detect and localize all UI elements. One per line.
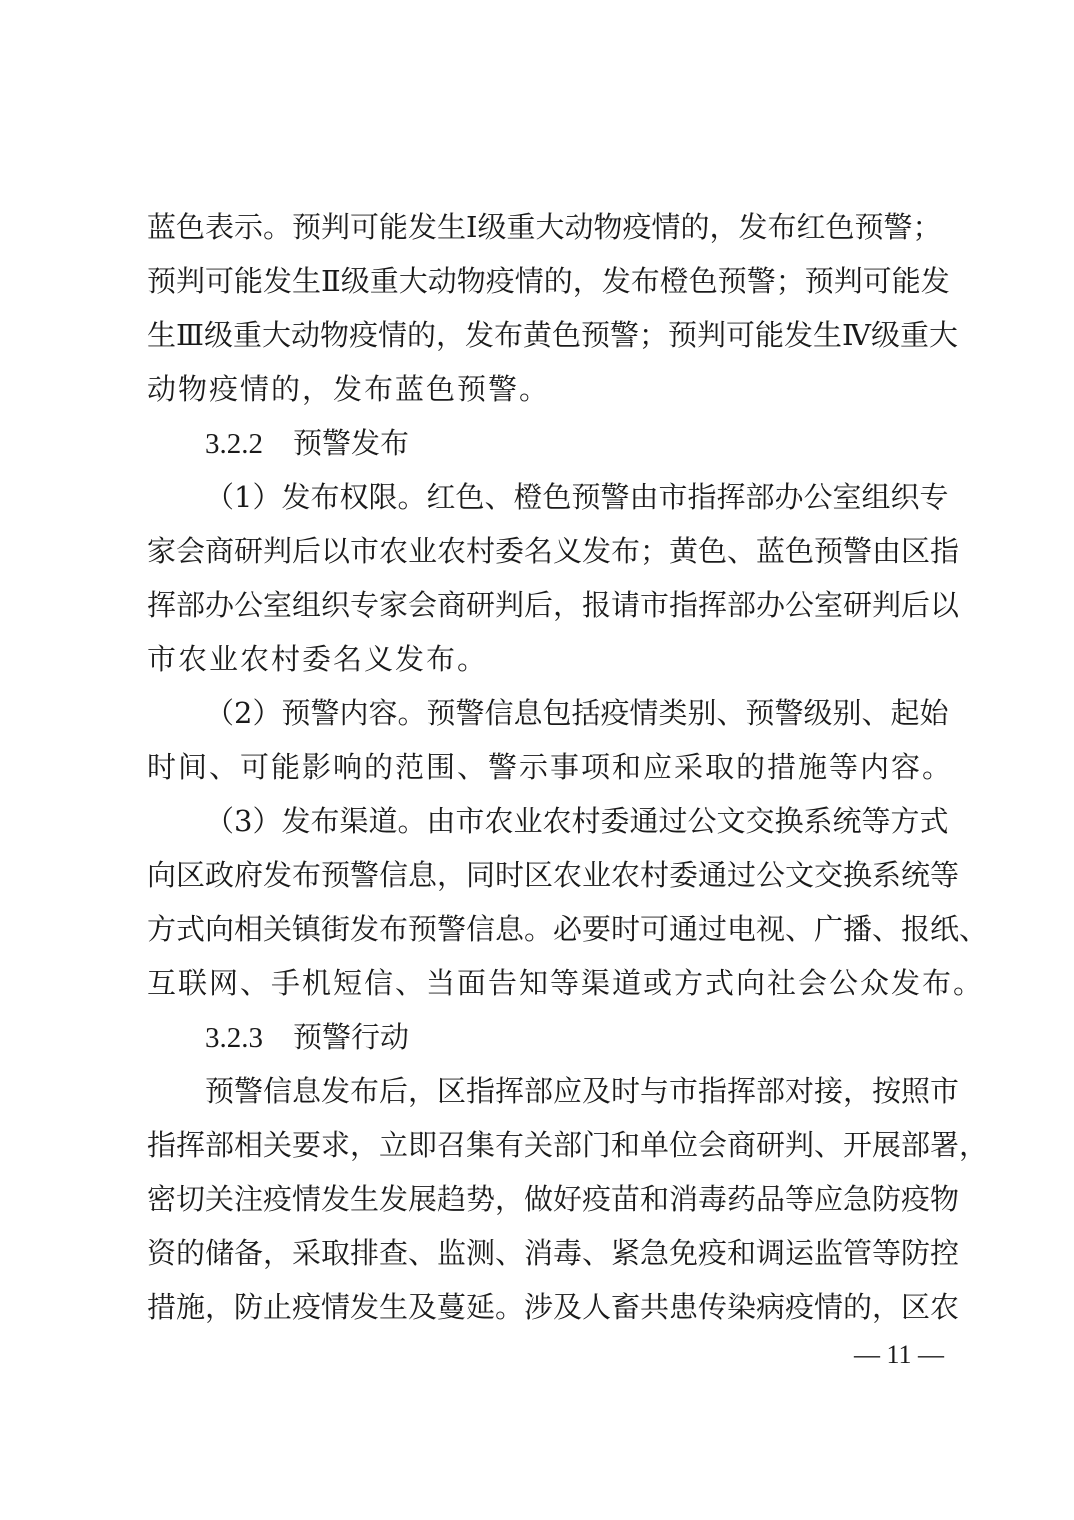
text-line: 预判可能发生Ⅱ级重大动物疫情的，发布橙色预警；预判可能发 (147, 264, 950, 298)
text-line: 时间、可能影响的范围、警示事项和应采取的措施等内容。 (147, 750, 954, 784)
section-number: 3.2.3 (205, 1022, 263, 1054)
text-line: 指挥部相关要求，立即召集有关部门和单位会商研判、开展部署， (147, 1128, 989, 1162)
text-line: 资的储备，采取排查、监测、消毒、紧急免疫和调运监管等防控 (147, 1236, 960, 1270)
text-line: 家会商研判后以市农业农村委名义发布；黄色、蓝色预警由区指 (147, 534, 960, 568)
text-line: 蓝色表示。预判可能发生Ⅰ级重大动物疫情的，发布红色预警； (147, 210, 942, 244)
text-line: 方式向相关镇街发布预警信息。必要时可通过电视、广播、报纸、 (147, 912, 989, 946)
page-number: — 11 — (853, 1340, 944, 1369)
text-line: 生Ⅲ级重大动物疫情的，发布黄色预警；预判可能发生Ⅳ级重大 (147, 318, 958, 352)
text-line: 措施，防止疫情发生及蔓延。涉及人畜共患传染病疫情的，区农 (147, 1290, 960, 1324)
text-line: 预警信息发布后，区指挥部应及时与市指挥部对接，按照市 (205, 1074, 960, 1108)
text-line: （1）发布权限。红色、橙色预警由市指挥部办公室组织专 (205, 480, 949, 514)
section-title: 预警行动 (293, 1020, 410, 1054)
section-title: 预警发布 (293, 426, 410, 460)
text-line: 市农业农村委名义发布。 (147, 642, 489, 676)
text-line: 动物疫情的，发布蓝色预警。 (147, 372, 551, 406)
text-line: 密切关注疫情发生发展趋势，做好疫苗和消毒药品等应急防疫物 (147, 1182, 960, 1216)
text-line: 挥部办公室组织专家会商研判后，报请市指挥部办公室研判后以 (147, 588, 960, 622)
section-heading-3-2-2 (205, 423, 409, 463)
section-heading-3-2-3 (205, 1017, 409, 1057)
text-line: 互联网、手机短信、当面告知等渠道或方式向社会公众发布。 (147, 966, 985, 1000)
text-line: （2）预警内容。预警信息包括疫情类别、预警级别、起始 (205, 696, 949, 730)
text-line: （3）发布渠道。由市农业农村委通过公文交换系统等方式 (205, 804, 949, 838)
text-line: 向区政府发布预警信息，同时区农业农村委通过公文交换系统等 (147, 858, 960, 892)
section-number: 3.2.2 (205, 428, 263, 460)
